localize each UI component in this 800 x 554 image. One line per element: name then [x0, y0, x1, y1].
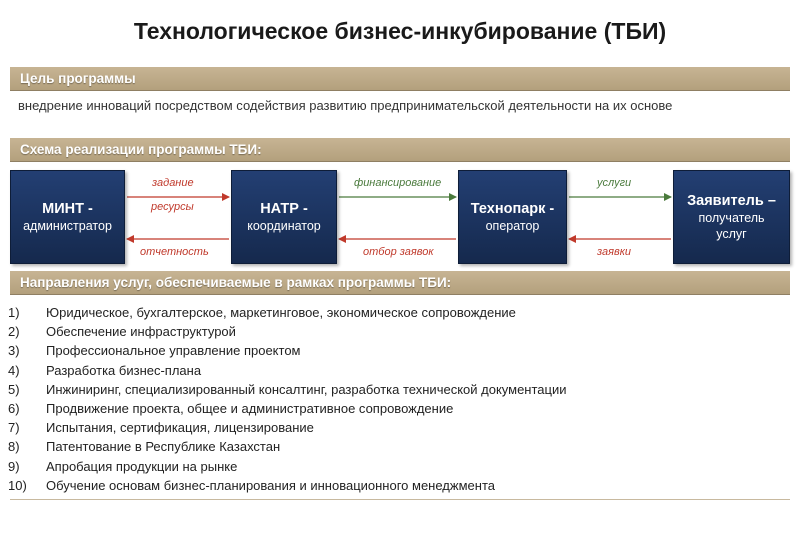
- box-mint: [10, 170, 125, 264]
- goal-header-bar: Цель программы: [10, 67, 790, 91]
- box-technopark: [458, 170, 567, 264]
- box-natr-name: НАТР -: [260, 201, 308, 217]
- label-task: задание: [152, 177, 194, 189]
- box-applicant: [673, 170, 790, 264]
- box-applicant-name: Заявитель –: [687, 193, 776, 209]
- label-services: услуги: [597, 177, 632, 189]
- box-mint-role: администратор: [23, 219, 112, 233]
- list-item: 10) Обучение основам бизнес-планирования и инновационного менеджмента: [8, 477, 495, 493]
- directions-list: [8, 303, 788, 495]
- label-applications: заявки: [597, 246, 632, 258]
- list-item: 5) Инжиниринг, специализированный консалтинг, разработка технической документации: [8, 381, 567, 397]
- goal-text: внедрение инноваций посредством содействия развитию предпринимательской деятельности на их основе: [18, 98, 673, 113]
- label-reporting: отчетность: [140, 246, 209, 258]
- list-item: 8) Патентование в Республике Казахстан: [8, 439, 281, 455]
- page-title: Технологическое бизнес-инкубирование (ТБИ): [133, 18, 667, 44]
- list-item: 1) Юридическое, бухгалтерское, маркетинговое, экономическое сопровождение: [8, 305, 516, 320]
- box-technopark-name: Технопарк -: [470, 201, 555, 217]
- list-item: 9) Апробация продукции на рынке: [8, 458, 238, 474]
- bottom-divider: [10, 499, 790, 500]
- box-mint-name: МИНТ -: [42, 201, 93, 217]
- list-item: 6) Продвижение проекта, общее и административное сопровождение: [8, 401, 454, 417]
- list-item: 7) Испытания, сертификация, лицензирование: [8, 420, 314, 436]
- box-applicant-role: получатель услуг: [698, 211, 765, 241]
- directions-header-bar: Направления услуг, обеспечиваемые в рамках программы ТБИ:: [10, 271, 790, 295]
- label-resources: ресурсы: [151, 201, 194, 213]
- box-natr: [231, 170, 337, 264]
- scheme-header-bar: Схема реализации программы ТБИ:: [10, 138, 790, 162]
- box-technopark-role: оператор: [485, 219, 540, 233]
- list-item: 4) Разработка бизнес-плана: [8, 362, 202, 378]
- list-item: 2) Обеспечение инфраструктурой: [8, 324, 236, 340]
- list-item: 3) Профессиональное управление проектом: [8, 343, 301, 359]
- box-natr-role: координатор: [247, 219, 321, 233]
- label-financing: финансирование: [354, 177, 442, 189]
- label-selection: отбор заявок: [363, 246, 434, 258]
